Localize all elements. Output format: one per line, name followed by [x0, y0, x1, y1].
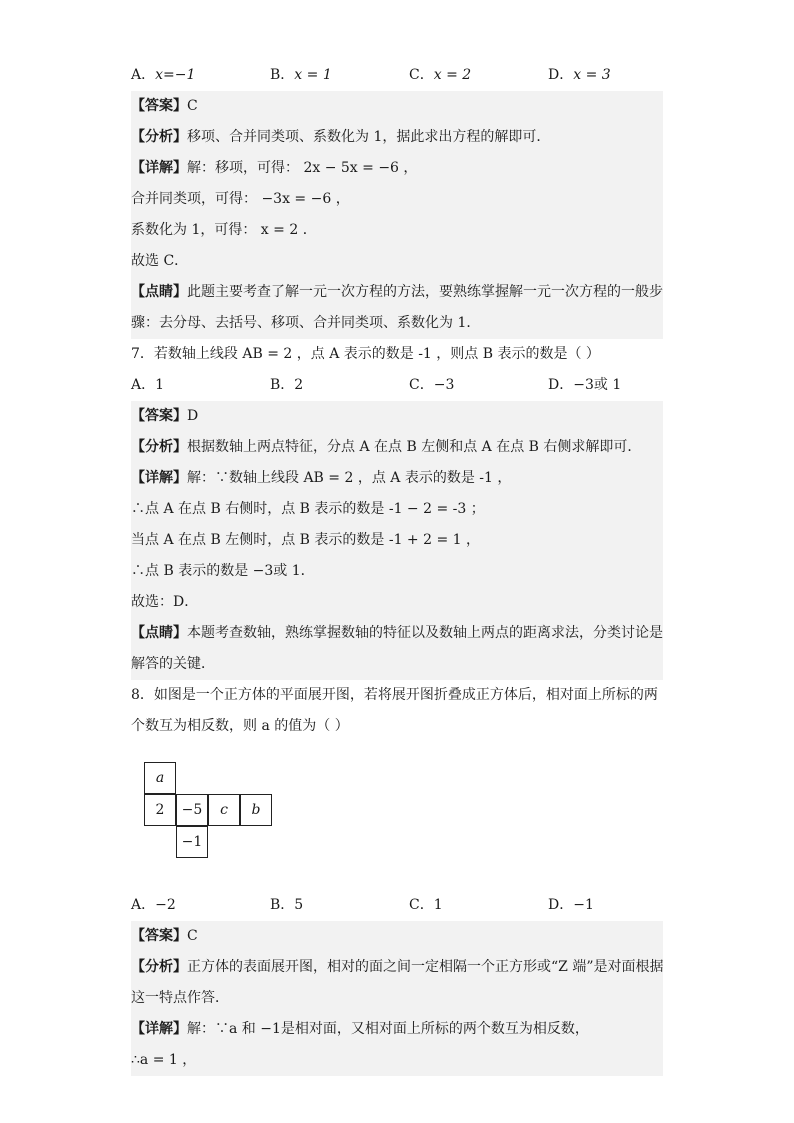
q8-solution	[131, 921, 663, 1076]
q6-analysis: 【分析】移项、合并同类项、系数化为 1，据此求出方程的解即可．	[131, 129, 551, 145]
q8-option-b: B．5	[270, 897, 304, 913]
q7-option-d: D．−3或 1	[548, 377, 622, 393]
q6-detail-line: 系数化为 1，可得： x = 2 ．	[131, 222, 317, 238]
q7-stem: 7．若数轴上线段 AB = 2 ，点 A 表示的数是 -1 ，则点 B 表示的数是（ ）	[131, 346, 600, 362]
q6-option-c: C．x = 2	[409, 67, 472, 83]
cube-net-figure	[131, 762, 663, 882]
net-cell-2: 2	[144, 794, 176, 826]
q7-option-a: A．1	[131, 377, 165, 393]
q8-option-c: C．1	[409, 897, 443, 913]
q8-options	[131, 890, 663, 921]
q8-stem-line: 8．如图是一个正方体的平面展开图，若将展开图折叠成正方体后，相对面上所标的两	[131, 687, 658, 703]
q6-option-d: D．x = 3	[548, 67, 611, 83]
q7-detail-line: 故选：D．	[131, 594, 199, 610]
q7-comment-line: 【点睛】本题考查数轴，熟练掌握数轴的特征以及数轴上两点的距离求法，分类讨论是	[131, 625, 663, 641]
q7-solution	[131, 401, 663, 680]
q7-option-b: B．2	[270, 377, 304, 393]
q7-detail-line: 【详解】解：∵数轴上线段 AB = 2 ，点 A 表示的数是 -1 ，	[131, 470, 512, 486]
q6-detail-line: 【详解】解：移项，可得： 2x − 5x = −6 ，	[131, 160, 418, 176]
page-content	[131, 60, 663, 1076]
q7-analysis: 【分析】根据数轴上两点特征，分点 A 在点 B 左侧和点 A 在点 B 右侧求解即可．	[131, 439, 642, 455]
q7-comment-line: 解答的关键．	[131, 656, 215, 672]
q6-options	[131, 60, 663, 91]
q6-detail-line: 合并同类项，可得： −3x = −6 ，	[131, 191, 350, 207]
q6-detail-line: 故选 C．	[131, 253, 189, 269]
q8-detail-line: ∴a = 1 ，	[131, 1052, 197, 1068]
q6-option-b: B．x = 1	[270, 67, 332, 83]
q7-options	[131, 370, 663, 401]
net-cell-minus1: −1	[176, 826, 208, 858]
q8-analysis-line: 【分析】正方体的表面展开图，相对的面之间一定相隔一个正方形或“Z 端”是对面根据	[131, 959, 664, 975]
q7-option-c: C．−3	[409, 377, 455, 393]
q8-stem-line: 个数互为相反数，则 a 的值为（ ）	[131, 718, 349, 734]
q7-detail-line: ∴点 B 表示的数是 −3或 1．	[131, 563, 315, 579]
net-cell-a: a	[144, 762, 176, 794]
q6-answer: 【答案】C	[131, 98, 198, 114]
q8-detail-line: 【详解】解：∵a 和 −1是相对面，又相对面上所标的两个数互为相反数，	[131, 1021, 589, 1037]
net-cell-minus5: −5	[176, 794, 208, 826]
q7-answer: 【答案】D	[131, 408, 199, 424]
q6-comment-line: 【点睛】此题主要考查了解一元一次方程的方法，要熟练掌握解一元一次方程的一般步	[131, 284, 663, 300]
q7-detail-line: ∴点 A 在点 B 右侧时，点 B 表示的数是 -1 − 2 = -3 ；	[131, 501, 485, 517]
net-cell-b: b	[240, 794, 272, 826]
q6-option-a: A．x=−1	[131, 67, 196, 83]
net-cell-c: c	[208, 794, 240, 826]
q7-detail-line: 当点 A 在点 B 左侧时，点 B 表示的数是 -1 + 2 = 1 ，	[131, 532, 481, 548]
q8-option-d: D．−1	[548, 897, 594, 913]
q8-analysis-line: 这一特点作答．	[131, 990, 229, 1006]
q8-answer: 【答案】C	[131, 928, 198, 944]
q6-comment-line: 骤：去分母、去括号、移项、合并同类项、系数化为 1．	[131, 315, 481, 331]
q6-solution	[131, 91, 663, 339]
q8-option-a: A．−2	[131, 897, 176, 913]
